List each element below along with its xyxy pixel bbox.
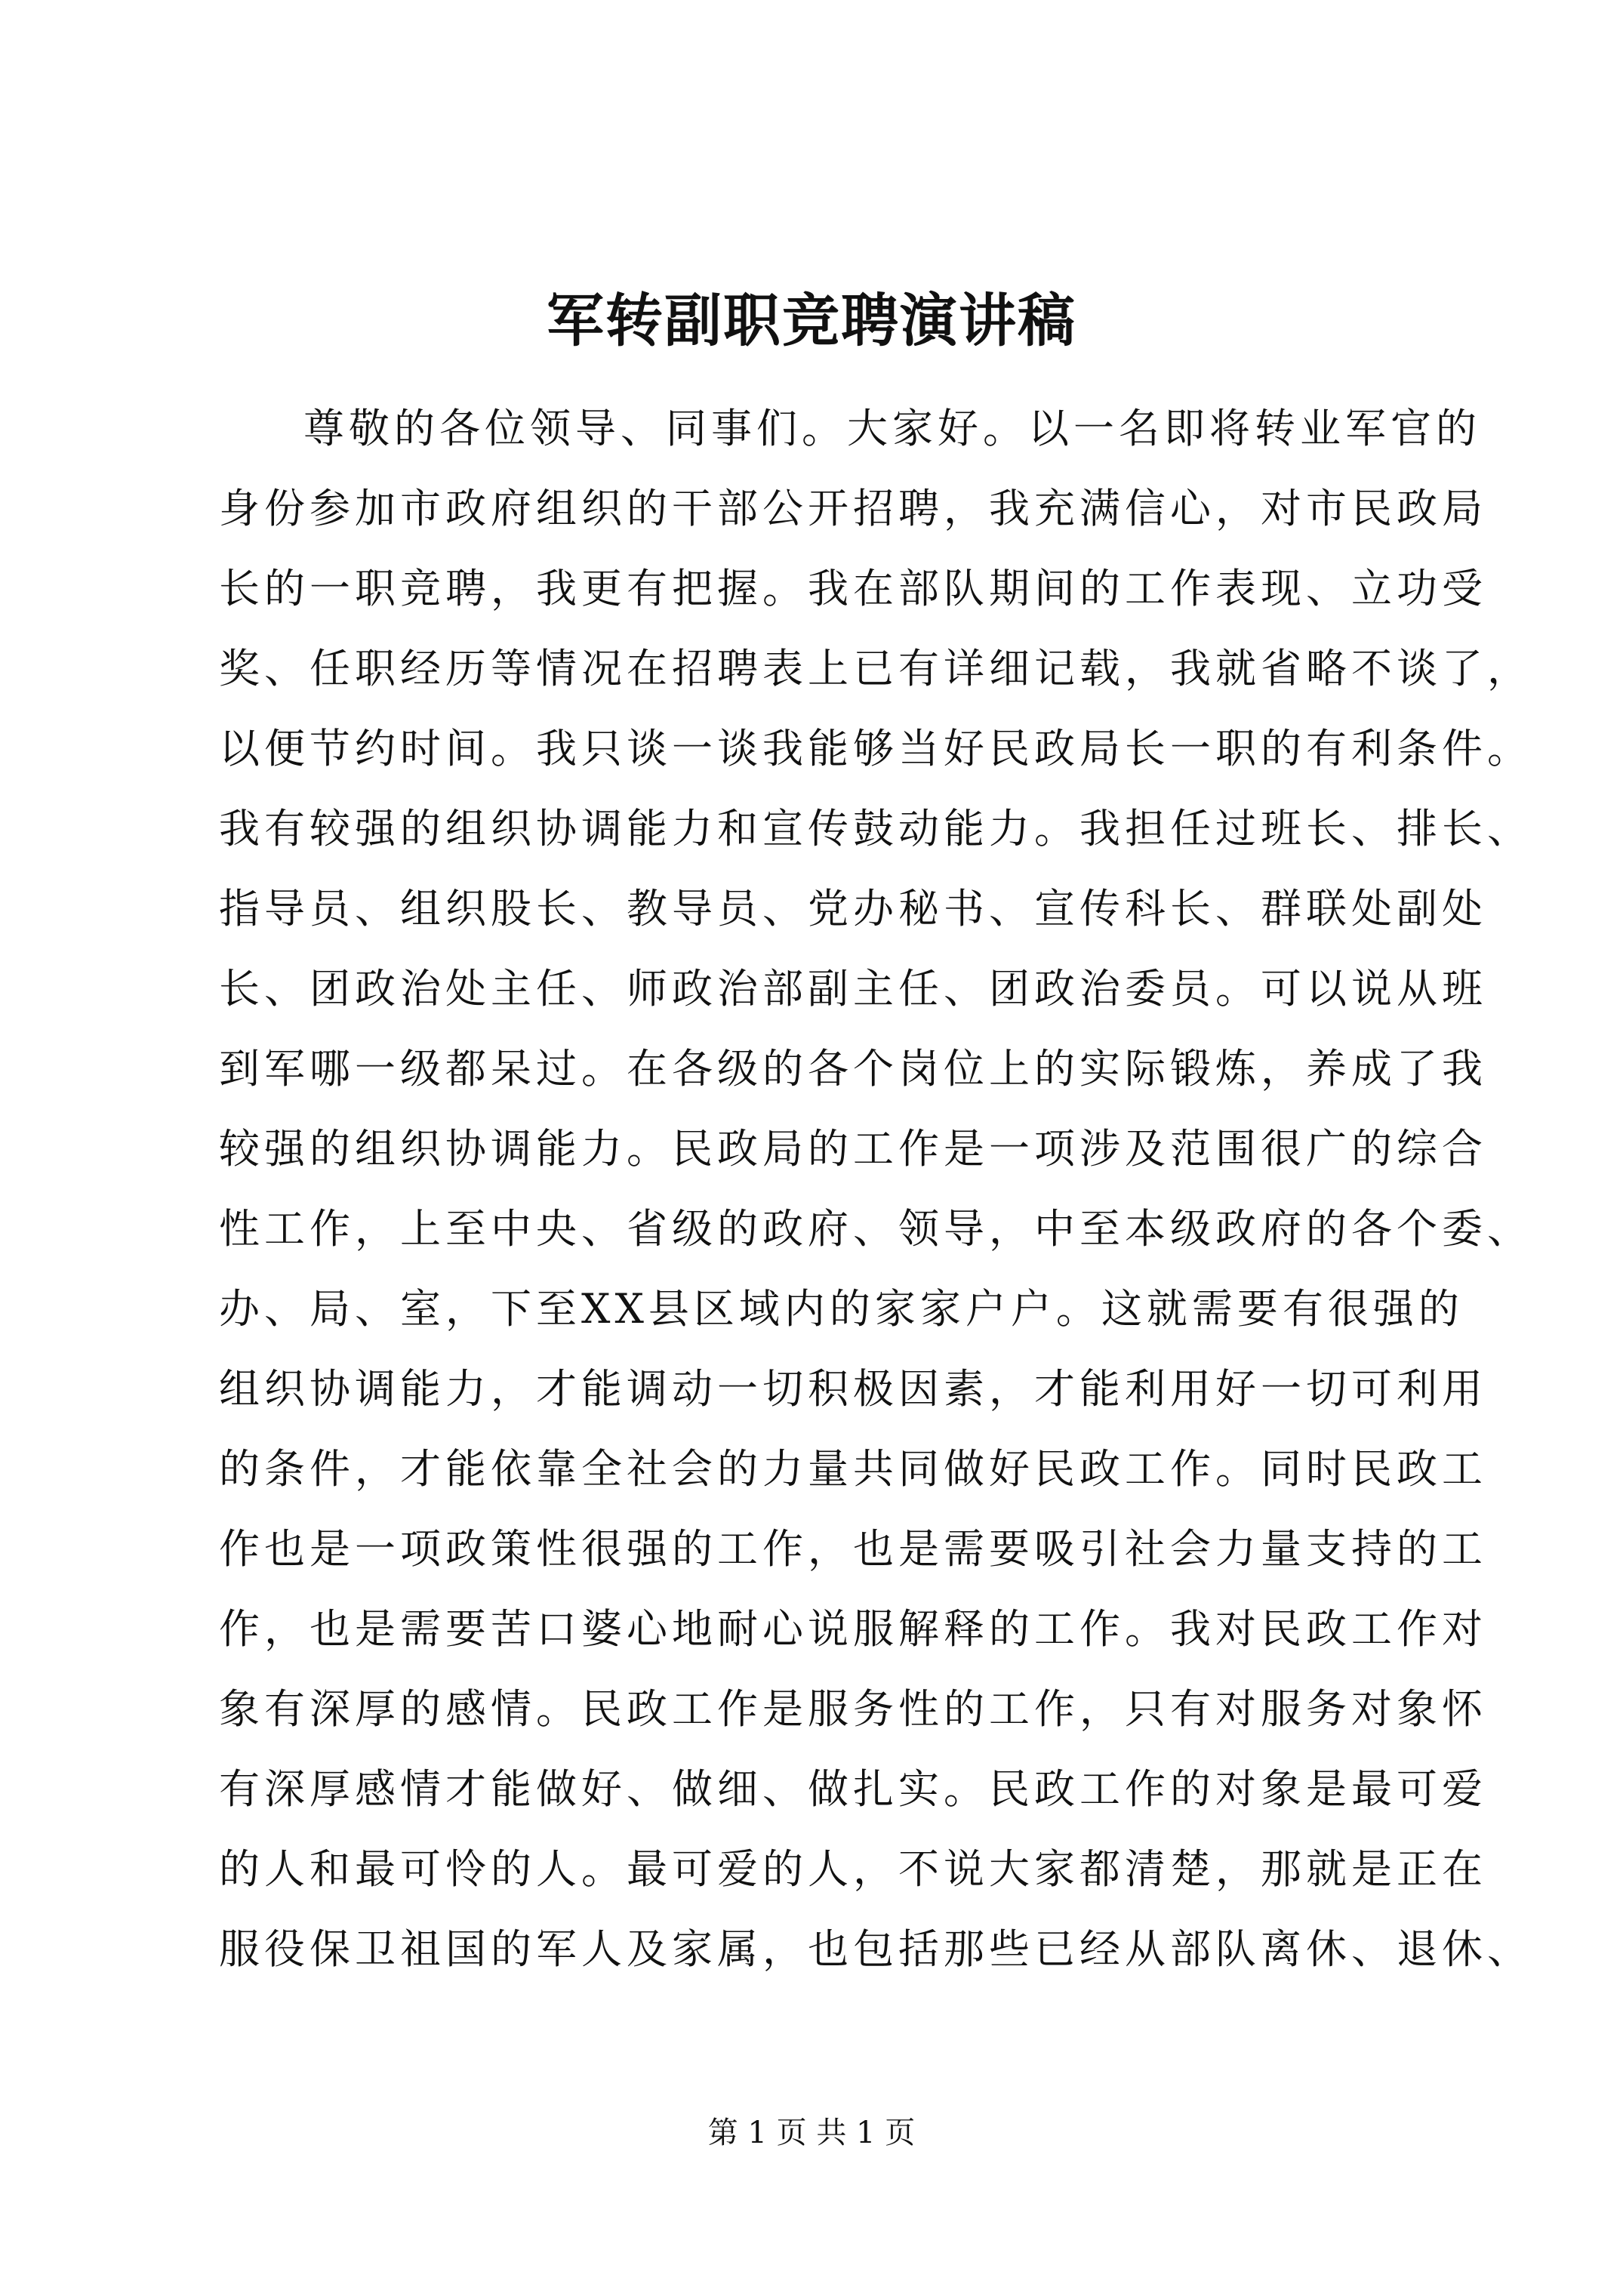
text-line: 长的一职竞聘，我更有把握。我在部队期间的工作表现、立功受 bbox=[219, 565, 1487, 612]
document-body bbox=[219, 389, 1532, 1989]
text-line: 象有深厚的感情。民政工作是服务性的工作，只有对服务对象怀 bbox=[219, 1685, 1487, 1733]
text-line: 作也是一项政策性很强的工作，也是需要吸引社会力量支持的工 bbox=[219, 1525, 1487, 1573]
text-line: 办、局、室，下至XX县区域内的家家户户。这就需要有很强的 bbox=[219, 1285, 1464, 1333]
text-line: 奖、任职经历等情况在招聘表上已有详细记载，我就省略不谈了， bbox=[219, 645, 1532, 692]
text-line: 组织协调能力，才能调动一切积极因素，才能利用好一切可利用 bbox=[219, 1365, 1487, 1413]
text-line: 指导员、组织股长、教导员、党办秘书、宣传科长、群联处副处 bbox=[219, 885, 1487, 932]
text-line: 身份参加市政府组织的干部公开招聘，我充满信心，对市民政局 bbox=[219, 485, 1487, 532]
text-line: 到军哪一级都呆过。在各级的各个岗位上的实际锻炼，养成了我 bbox=[219, 1045, 1487, 1093]
text-line: 作，也是需要苦口婆心地耐心说服解释的工作。我对民政工作对 bbox=[219, 1605, 1487, 1653]
text-line: 的人和最可怜的人。最可爱的人，不说大家都清楚，那就是正在 bbox=[219, 1845, 1487, 1893]
text-line: 我有较强的组织协调能力和宣传鼓动能力。我担任过班长、排长、 bbox=[219, 805, 1532, 852]
text-line: 以便节约时间。我只谈一谈我能够当好民政局长一职的有利条件。 bbox=[219, 725, 1532, 772]
text-line: 服役保卫祖国的军人及家属，也包括那些已经从部队离休、退休、 bbox=[219, 1925, 1532, 1973]
page-number-footer: 第 1 页 共 1 页 bbox=[707, 2116, 916, 2150]
text-line: 性工作，上至中央、省级的政府、领导，中至本级政府的各个委、 bbox=[219, 1205, 1532, 1253]
text-line: 的条件，才能依靠全社会的力量共同做好民政工作。同时民政工 bbox=[219, 1445, 1487, 1493]
document-title: 军转副职竞聘演讲稿 bbox=[547, 287, 1076, 354]
text-line: 长、团政治处主任、师政治部副主任、团政治委员。可以说从班 bbox=[219, 965, 1487, 1012]
text-line: 较强的组织协调能力。民政局的工作是一项涉及范围很广的综合 bbox=[219, 1125, 1487, 1173]
text-line: 有深厚感情才能做好、做细、做扎实。民政工作的对象是最可爱 bbox=[219, 1765, 1487, 1813]
text-line: 尊敬的各位领导、同事们。大家好。以一名即将转业军官的 bbox=[303, 405, 1481, 452]
